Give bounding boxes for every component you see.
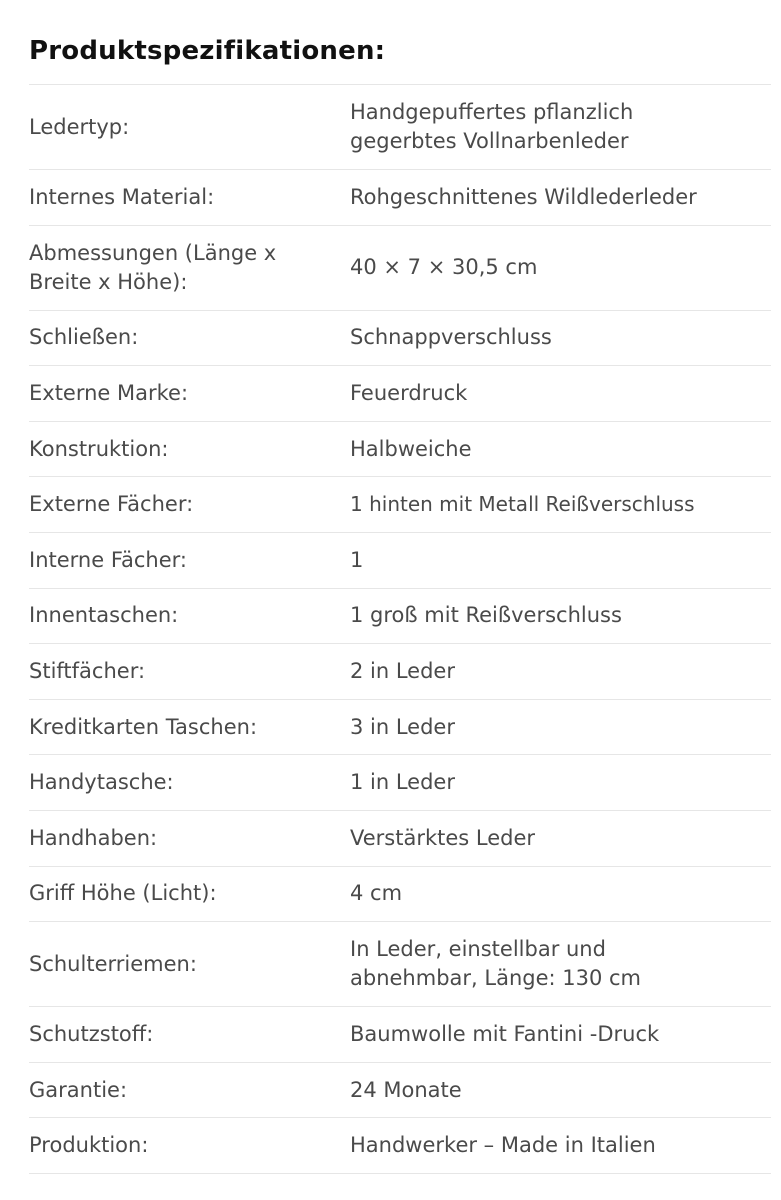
spec-label: Kreditkarten Taschen: xyxy=(29,714,258,739)
spec-value: 1 groß mit Reißverschluss xyxy=(350,603,622,628)
spec-row-griff-hoehe xyxy=(29,867,771,923)
spec-value: 2 in Leder xyxy=(350,658,455,683)
spec-value: Verstärktes Leder xyxy=(350,825,536,850)
spec-value: Halbweiche xyxy=(350,436,472,461)
spec-value: 1 in Leder xyxy=(350,770,455,795)
spec-label: Ledertyp: xyxy=(29,114,130,139)
spec-row-produktion xyxy=(29,1118,771,1174)
spec-value: Handwerker – Made in Italien xyxy=(350,1133,656,1158)
spec-label: Griff Höhe (Licht): xyxy=(29,881,217,906)
spec-label: Konstruktion: xyxy=(29,436,169,461)
spec-row-internes-material xyxy=(29,170,771,226)
spec-label: Externe Fächer: xyxy=(29,492,194,517)
spec-label: Garantie: xyxy=(29,1077,128,1102)
spec-row-schliessen xyxy=(29,311,771,367)
spec-label: Externe Marke: xyxy=(29,380,189,405)
spec-value: Feuerdruck xyxy=(350,380,468,405)
spec-row-konstruktion xyxy=(29,422,771,478)
spec-label: Schulterriemen: xyxy=(29,951,197,976)
spec-value: 3 in Leder xyxy=(350,714,455,739)
spec-row-garantie xyxy=(29,1063,771,1119)
spec-value: Handgepuffertes pflanzlich gegerbtes Vollnarbenleder xyxy=(350,100,634,153)
spec-label: Schließen: xyxy=(29,325,139,350)
spec-row-ledertyp xyxy=(29,85,771,170)
spec-value: 40 × 7 × 30,5 cm xyxy=(350,255,538,280)
spec-row-interne-faecher xyxy=(29,533,771,589)
spec-value: Rohgeschnittenes Wildlederleder xyxy=(350,184,697,209)
specs-table xyxy=(29,84,771,1174)
spec-row-handhaben xyxy=(29,811,771,867)
spec-label: Handytasche: xyxy=(29,770,174,795)
spec-value: 24 Monate xyxy=(350,1077,462,1102)
spec-label: Abmessungen (Länge x Breite x Höhe): xyxy=(29,240,277,294)
spec-label: Innentaschen: xyxy=(29,603,179,628)
spec-row-handytasche xyxy=(29,755,771,811)
spec-label: Handhaben: xyxy=(29,825,158,850)
spec-value: In Leder, einstellbar und abnehmbar, Länge: 130 cm xyxy=(350,937,642,991)
spec-row-schutzstoff xyxy=(29,1007,771,1063)
spec-label: Stiftfächer: xyxy=(29,658,146,683)
spec-row-schulterriemen xyxy=(29,922,771,1007)
spec-value: Baumwolle mit Fantini -Druck xyxy=(350,1021,660,1046)
spec-row-stiftfaecher xyxy=(29,644,771,700)
spec-value: 1 xyxy=(350,547,364,572)
spec-row-externe-faecher xyxy=(29,477,771,533)
specs-title: Produktspezifikationen: xyxy=(29,36,386,66)
spec-label: Internes Material: xyxy=(29,184,215,209)
spec-row-abmessungen xyxy=(29,226,771,311)
spec-row-innentaschen xyxy=(29,589,771,645)
spec-row-kreditkarten-taschen xyxy=(29,700,771,756)
spec-value: 4 cm xyxy=(350,881,403,906)
spec-row-externe-marke xyxy=(29,366,771,422)
spec-label: Produktion: xyxy=(29,1133,149,1158)
spec-value: 1 hinten mit Metall Reißverschluss xyxy=(350,492,695,517)
spec-value: Schnappverschluss xyxy=(350,325,552,350)
spec-label: Schutzstoff: xyxy=(29,1021,154,1046)
spec-label: Interne Fächer: xyxy=(29,547,187,572)
